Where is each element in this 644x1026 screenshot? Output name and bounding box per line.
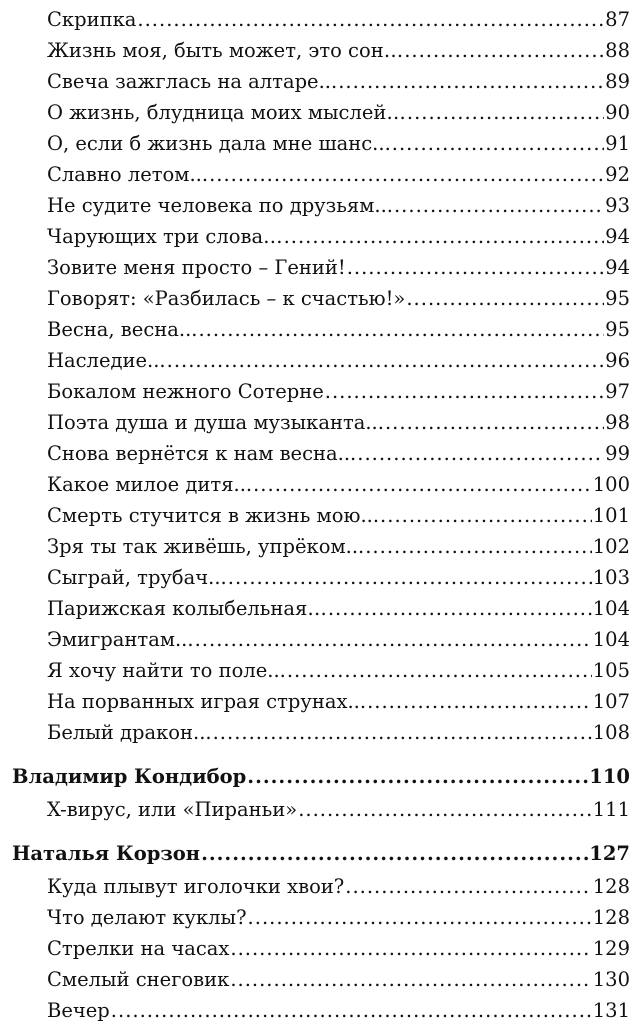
toc-entry bbox=[0, 593, 644, 624]
entry-page: 104 bbox=[592, 597, 630, 620]
entry-title: Зовите меня просто – Гений! bbox=[47, 256, 346, 279]
entry-title: Жизнь моя, быть может, это сон… bbox=[47, 39, 404, 62]
dot-leader bbox=[407, 97, 604, 128]
entry-title: Скрипка bbox=[47, 8, 137, 31]
dot-leader bbox=[228, 562, 592, 593]
entry-page: 93 bbox=[605, 194, 630, 217]
toc-entry bbox=[0, 794, 644, 825]
dot-leader bbox=[195, 624, 592, 655]
dot-leader bbox=[392, 128, 604, 159]
entry-page: 103 bbox=[592, 566, 630, 589]
dot-leader bbox=[209, 159, 604, 190]
entry-title: Снова вернётся к нам весна... bbox=[47, 442, 357, 465]
entry-page: 102 bbox=[592, 535, 630, 558]
toc-entry bbox=[0, 531, 644, 562]
entry-title: Белый дракон... bbox=[47, 721, 212, 744]
dot-leader bbox=[111, 995, 592, 1026]
dot-leader bbox=[167, 345, 605, 376]
entry-page: 101 bbox=[592, 504, 630, 527]
toc-entry bbox=[0, 933, 644, 964]
toc-entry bbox=[0, 159, 644, 190]
toc-entry bbox=[0, 500, 644, 531]
entry-title: Смерть стучится в жизнь мою... bbox=[47, 504, 380, 527]
entry-title: Какое милое дитя... bbox=[47, 473, 253, 496]
toc-entry bbox=[0, 345, 644, 376]
dot-leader bbox=[287, 655, 592, 686]
entry-page: 100 bbox=[592, 473, 630, 496]
entry-page: 95 bbox=[605, 287, 630, 310]
dot-leader bbox=[380, 500, 592, 531]
entry-title: Что делают куклы? bbox=[47, 906, 247, 929]
toc-entry bbox=[0, 964, 644, 995]
toc-entry bbox=[0, 283, 644, 314]
toc-entry bbox=[0, 995, 644, 1026]
dot-leader bbox=[394, 190, 604, 221]
entry-title: Стрелки на часах bbox=[47, 937, 230, 960]
dot-leader bbox=[230, 964, 591, 995]
toc-entry bbox=[0, 469, 644, 500]
entry-page: 105 bbox=[592, 659, 630, 682]
dot-leader bbox=[298, 794, 592, 825]
entry-title: Парижская колыбельная… bbox=[47, 597, 327, 620]
author-page: 127 bbox=[589, 842, 630, 865]
toc-entry bbox=[0, 438, 644, 469]
toc-entry bbox=[0, 655, 644, 686]
toc-entry bbox=[0, 4, 644, 35]
entry-page: 131 bbox=[592, 999, 630, 1022]
toc-entry bbox=[0, 562, 644, 593]
entry-page: 87 bbox=[605, 8, 630, 31]
toc-entry bbox=[0, 902, 644, 933]
entry-page: 128 bbox=[592, 906, 630, 929]
toc-author-heading bbox=[0, 760, 644, 794]
entry-title: На порванных играя струнах... bbox=[47, 690, 367, 713]
toc-entry bbox=[0, 128, 644, 159]
toc-entry bbox=[0, 717, 644, 748]
dot-leader bbox=[248, 902, 592, 933]
entry-title: Не судите человека по друзьям... bbox=[47, 194, 393, 217]
entry-title: Сыграй, трубач... bbox=[47, 566, 227, 589]
entry-title: X-вирус, или «Пираньи» bbox=[47, 798, 298, 821]
dot-leader bbox=[365, 531, 592, 562]
dot-leader bbox=[201, 837, 588, 871]
entry-page: 111 bbox=[592, 798, 630, 821]
toc-entry bbox=[0, 314, 644, 345]
entry-page: 104 bbox=[592, 628, 630, 651]
entry-page: 98 bbox=[605, 411, 630, 434]
dot-leader bbox=[213, 717, 592, 748]
dot-leader bbox=[198, 314, 604, 345]
toc-entry bbox=[0, 624, 644, 655]
entry-page: 89 bbox=[605, 70, 630, 93]
entry-title: Бокалом нежного Сотерне bbox=[47, 380, 324, 403]
entry-title: Куда плывут иголочки хвои? bbox=[47, 875, 345, 898]
dot-leader bbox=[347, 252, 604, 283]
entry-page: 97 bbox=[605, 380, 630, 403]
entry-page: 94 bbox=[605, 256, 630, 279]
entry-page: 88 bbox=[605, 39, 630, 62]
entry-page: 92 bbox=[605, 163, 630, 186]
dot-leader bbox=[385, 407, 604, 438]
entry-title: Наследие... bbox=[47, 349, 166, 372]
entry-title: О жизнь, блудница моих мыслей… bbox=[47, 101, 406, 124]
author-name: Наталья Корзон bbox=[12, 842, 201, 865]
toc-entry bbox=[0, 871, 644, 902]
entry-page: 96 bbox=[605, 349, 630, 372]
dot-leader bbox=[253, 469, 592, 500]
toc-entry bbox=[0, 66, 644, 97]
entry-page: 129 bbox=[592, 937, 630, 960]
author-name: Владимир Кондибор bbox=[12, 765, 247, 788]
entry-page: 90 bbox=[605, 101, 630, 124]
entry-page: 95 bbox=[605, 318, 630, 341]
dot-leader bbox=[137, 4, 604, 35]
toc-entry bbox=[0, 407, 644, 438]
entry-title: Эмигрантам... bbox=[47, 628, 194, 651]
toc-entry bbox=[0, 190, 644, 221]
dot-leader bbox=[230, 933, 591, 964]
toc-section bbox=[0, 760, 644, 825]
toc-section bbox=[0, 837, 644, 1026]
dot-leader bbox=[284, 221, 605, 252]
dot-leader bbox=[345, 871, 592, 902]
entry-page: 91 bbox=[605, 132, 630, 155]
dot-leader bbox=[406, 283, 604, 314]
author-page: 110 bbox=[589, 765, 630, 788]
entry-title: Вечер bbox=[47, 999, 110, 1022]
entry-page: 108 bbox=[592, 721, 630, 744]
entry-title: Говорят: «Разбилась – к счастью!» bbox=[47, 287, 406, 310]
dot-leader bbox=[367, 686, 592, 717]
entry-page: 130 bbox=[592, 968, 630, 991]
toc-entry bbox=[0, 97, 644, 128]
toc-section bbox=[0, 4, 644, 748]
toc-entry bbox=[0, 686, 644, 717]
entry-page: 99 bbox=[605, 442, 630, 465]
toc-author-heading bbox=[0, 837, 644, 871]
entry-title: Славно летом... bbox=[47, 163, 209, 186]
dot-leader bbox=[247, 760, 588, 794]
entry-title: Поэта душа и душа музыканта... bbox=[47, 411, 384, 434]
toc-entry bbox=[0, 35, 644, 66]
toc-entry bbox=[0, 252, 644, 283]
entry-title: Весна, весна... bbox=[47, 318, 198, 341]
dot-leader bbox=[328, 593, 592, 624]
entry-page: 94 bbox=[605, 225, 630, 248]
toc-entry bbox=[0, 376, 644, 407]
entry-title: О, если б жизнь дала мне шанс... bbox=[47, 132, 391, 155]
dot-leader bbox=[325, 376, 604, 407]
entry-title: Смелый снеговик bbox=[47, 968, 230, 991]
entry-page: 128 bbox=[592, 875, 630, 898]
toc-entry bbox=[0, 221, 644, 252]
entry-page: 107 bbox=[592, 690, 630, 713]
entry-title: Зря ты так живёшь, упрёком... bbox=[47, 535, 365, 558]
dot-leader bbox=[338, 66, 604, 97]
dot-leader bbox=[357, 438, 604, 469]
entry-title: Свеча зажглась на алтаре... bbox=[47, 70, 338, 93]
entry-title: Чарующих три слова… bbox=[47, 225, 283, 248]
dot-leader bbox=[404, 35, 604, 66]
entry-title: Я хочу найти то поле... bbox=[47, 659, 286, 682]
